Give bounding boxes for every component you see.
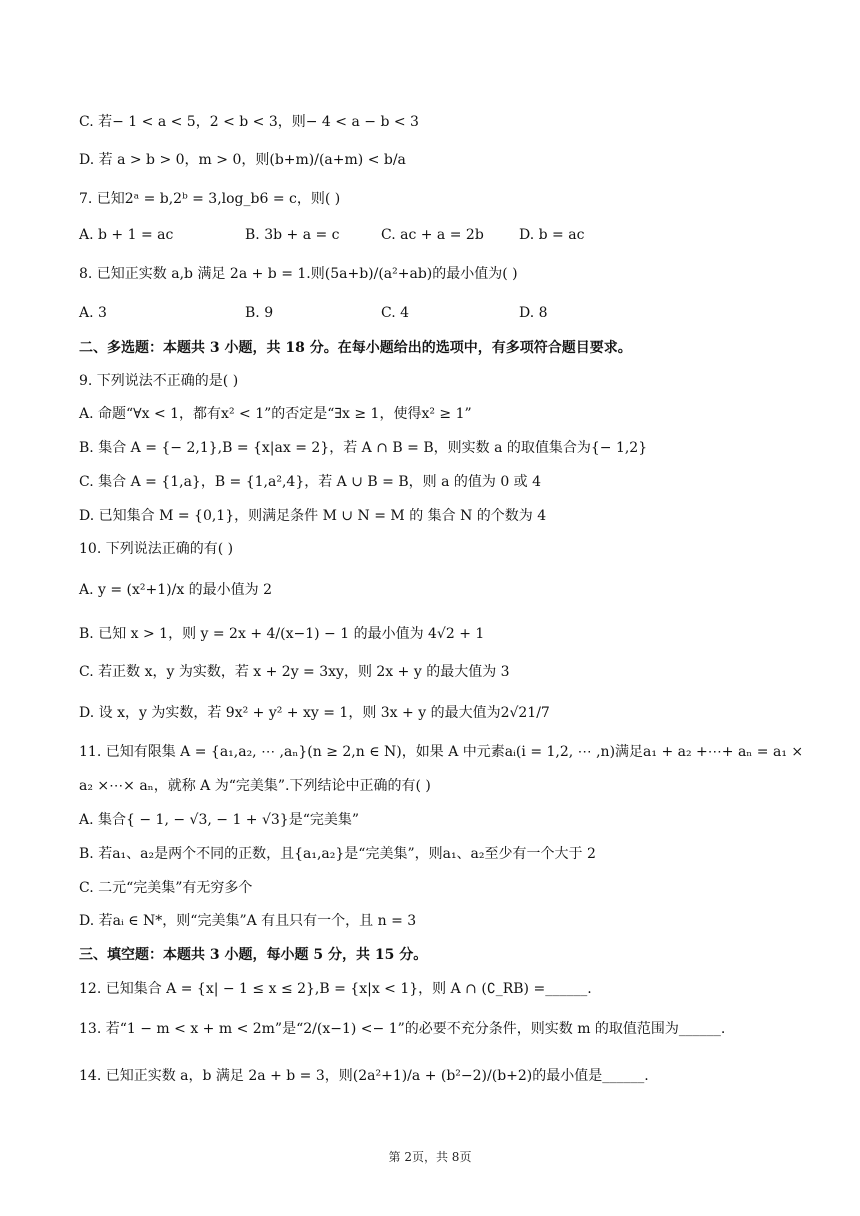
q9-option-d: D. 已知集合 M = {0,1}，则满足条件 M ∪ N = M 的 集合 N 的个数为 4 (79, 508, 547, 524)
q10-option-c: C. 若正数 x，y 为实数，若 x + 2y = 3xy，则 2x + y 的最大值为 3 (79, 664, 510, 680)
q9-option-c: C. 集合 A = {1,a}，B = {1,a²,4}，若 A ∪ B = B，则 a 的值为 0 或 4 (79, 474, 542, 490)
q10-option-d: D. 设 x，y 为实数，若 9x² + y² + xy = 1，则 3x + y 的最大值为2√21/7 (79, 705, 550, 721)
q9-stem: 9. 下列说法不正确的是( ) (79, 373, 239, 389)
q6-option-c: C. 若− 1 < a < 5，2 < b < 3，则− 4 < a − b < 3 (79, 114, 419, 130)
q7-option-c: C. ac + a = 2b (381, 227, 484, 243)
q11-option-a: A. 集合{ − 1, − √3, − 1 + √3}是“完美集” (79, 812, 360, 828)
q7-option-a: A. b + 1 = ac (79, 227, 174, 243)
q8-option-d: D. 8 (519, 305, 548, 321)
q11-stem-line2: a₂ ×⋯× aₙ，就称 A 为“完美集”.下列结论中正确的有( ) (79, 778, 431, 794)
q6-option-d: D. 若 a > b > 0，m > 0，则(b+m)/(a+m) < b/a (79, 152, 406, 168)
q11-stem-line1: 11. 已知有限集 A = {a₁,a₂, ⋯ ,aₙ}(n ≥ 2,n ∈ N)，如果 A 中元素aᵢ(i = 1,2, ⋯ ,n)满足a₁ + a₂ +⋯+ aₙ = a₁ × (79, 744, 804, 760)
page-footer: 第 2页，共 8页 (388, 1150, 472, 1164)
q10-option-a: A. y = (x²+1)/x 的最小值为 2 (79, 582, 273, 598)
section-3-heading: 三、填空题：本题共 3 小题，每小题 5 分，共 15 分。 (79, 947, 428, 963)
q8-option-b: B. 9 (245, 305, 274, 321)
q11-option-b: B. 若a₁、a₂是两个不同的正数，且{a₁,a₂}是“完美集”，则a₁、a₂至少有一个大于 2 (79, 846, 596, 862)
q8-option-c: C. 4 (381, 305, 410, 321)
q7-stem: 7. 已知2ᵃ = b,2ᵇ = 3,log_b6 = c，则( ) (79, 191, 341, 207)
q8-stem: 8. 已知正实数 a,b 满足 2a + b = 1.则(5a+b)/(a²+ab)的最小值为( ) (79, 266, 518, 282)
q8-option-a: A. 3 (79, 305, 107, 321)
q11-option-d: D. 若aᵢ ∈ N*，则“完美集”A 有且只有一个，且 n = 3 (79, 913, 417, 929)
section-2-heading: 二、多选题：本题共 3 小题，共 18 分。在每小题给出的选项中，有多项符合题目要求。 (79, 340, 632, 356)
q12-stem: 12. 已知集合 A = {x| − 1 ≤ x ≤ 2},B = {x|x < 1}，则 A ∩ (∁_RB) =______. (79, 981, 592, 997)
q7-option-d: D. b = ac (519, 227, 585, 243)
q10-option-b: B. 已知 x > 1，则 y = 2x + 4/(x−1) − 1 的最小值为 4√2 + 1 (79, 626, 485, 642)
q14-stem: 14. 已知正实数 a，b 满足 2a + b = 3，则(2a²+1)/a + (b²−2)/(b+2)的最小值是______. (79, 1068, 649, 1084)
q10-stem: 10. 下列说法正确的有( ) (79, 541, 234, 557)
q9-option-b: B. 集合 A = {− 2,1},B = {x|ax = 2}，若 A ∩ B = B，则实数 a 的取值集合为{− 1,2} (79, 440, 648, 456)
q13-stem: 13. 若“1 − m < x + m < 2m”是“2/(x−1) <− 1”的必要不充分条件，则实数 m 的取值范围为______. (79, 1021, 726, 1037)
q11-option-c: C. 二元“完美集”有无穷多个 (79, 880, 253, 896)
q7-option-b: B. 3b + a = c (245, 227, 340, 243)
q9-option-a: A. 命题“∀x < 1，都有x² < 1”的否定是“∃x ≥ 1，使得x² ≥ 1” (79, 406, 472, 422)
